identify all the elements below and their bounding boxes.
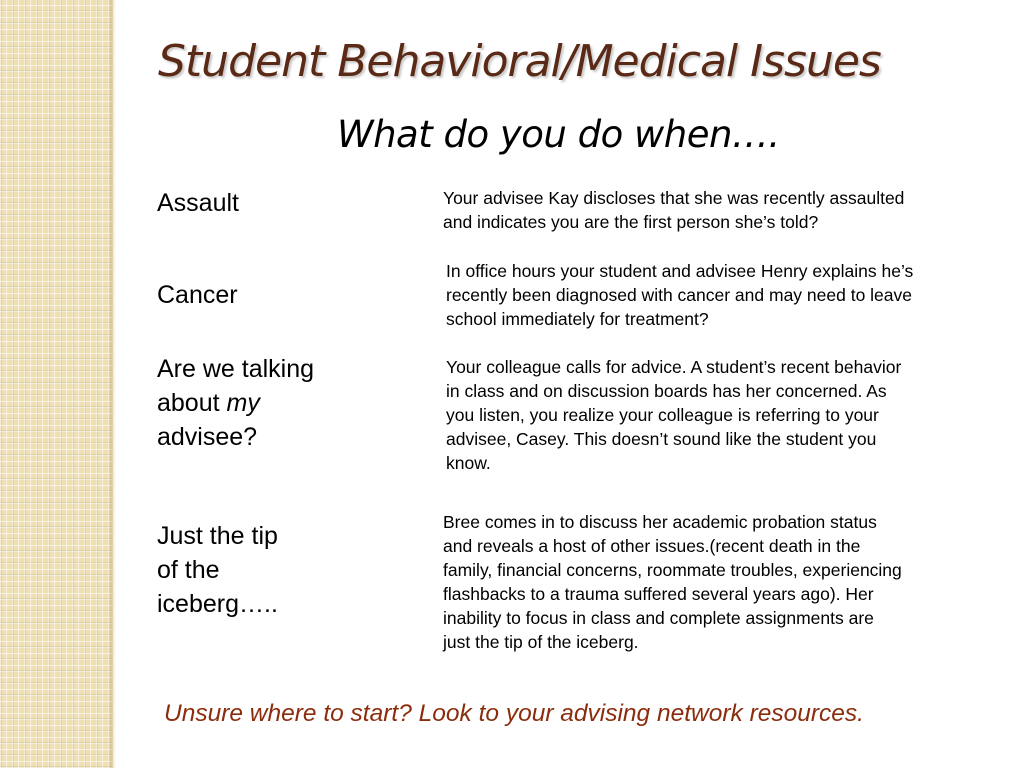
- scenario-line: you listen, you realize your colleague is referring to your: [446, 405, 879, 425]
- scenario-line: recently been diagnosed with cancer and may need to leave: [446, 285, 912, 305]
- topic-label-iceberg: [157, 519, 278, 621]
- decorative-side-edge: [110, 0, 116, 768]
- topic-label-line: Are we talking: [157, 355, 315, 383]
- footer-call-to-action: Unsure where to start? Look to your advising network resources.: [164, 700, 864, 727]
- scenario-line: just the tip of the iceberg.: [443, 632, 639, 652]
- decorative-side-pattern: [0, 0, 113, 768]
- scenario-line: and reveals a host of other issues.(recent death in the: [443, 536, 861, 556]
- topic-label-line: advisee?: [157, 423, 258, 451]
- scenario-description-assault: [443, 186, 988, 234]
- scenario-description-cancer: [446, 259, 991, 331]
- scenario-line: inability to focus in class and complete assignments are: [443, 608, 874, 628]
- topic-label-line: Just the tip: [157, 522, 278, 550]
- scenario-line: school immediately for treatment?: [446, 309, 709, 329]
- topic-label-line: Cancer: [157, 281, 238, 309]
- topic-label-line: of the: [157, 556, 220, 584]
- scenario-line: and indicates you are the first person she’s told?: [443, 212, 819, 232]
- scenario-description-iceberg: [443, 510, 988, 654]
- topic-label-word: about: [157, 389, 227, 417]
- topic-label-my-advisee: [157, 352, 314, 454]
- topic-label-assault: [157, 186, 239, 220]
- scenario-line: in class and on discussion boards has her concerned. As: [446, 381, 887, 401]
- scenario-line: advisee, Casey. This doesn’t sound like the student you: [446, 429, 877, 449]
- topic-label-line: [157, 386, 314, 420]
- slide-title: Student Behavioral/Medical Issues: [158, 36, 881, 87]
- scenario-line: In office hours your student and advisee Henry explains he’s: [446, 261, 914, 281]
- scenario-line: Your colleague calls for advice. A student’s recent behavior: [446, 357, 902, 377]
- scenario-line: Your advisee Kay discloses that she was recently assaulted: [443, 188, 905, 208]
- scenario-line: flashbacks to a trauma suffered several years ago). Her: [443, 584, 874, 604]
- scenario-line: family, financial concerns, roommate troubles, experiencing: [443, 560, 902, 580]
- topic-label-line: iceberg…..: [157, 590, 278, 618]
- topic-label-cancer: [157, 278, 238, 312]
- topic-label-line: Assault: [157, 189, 239, 217]
- topic-label-emphasis: my: [226, 389, 260, 417]
- scenario-line: know.: [446, 453, 491, 473]
- scenario-description-my-advisee: [446, 355, 991, 475]
- slide-subtitle: What do you do when….: [337, 113, 780, 156]
- scenario-line: Bree comes in to discuss her academic probation status: [443, 512, 877, 532]
